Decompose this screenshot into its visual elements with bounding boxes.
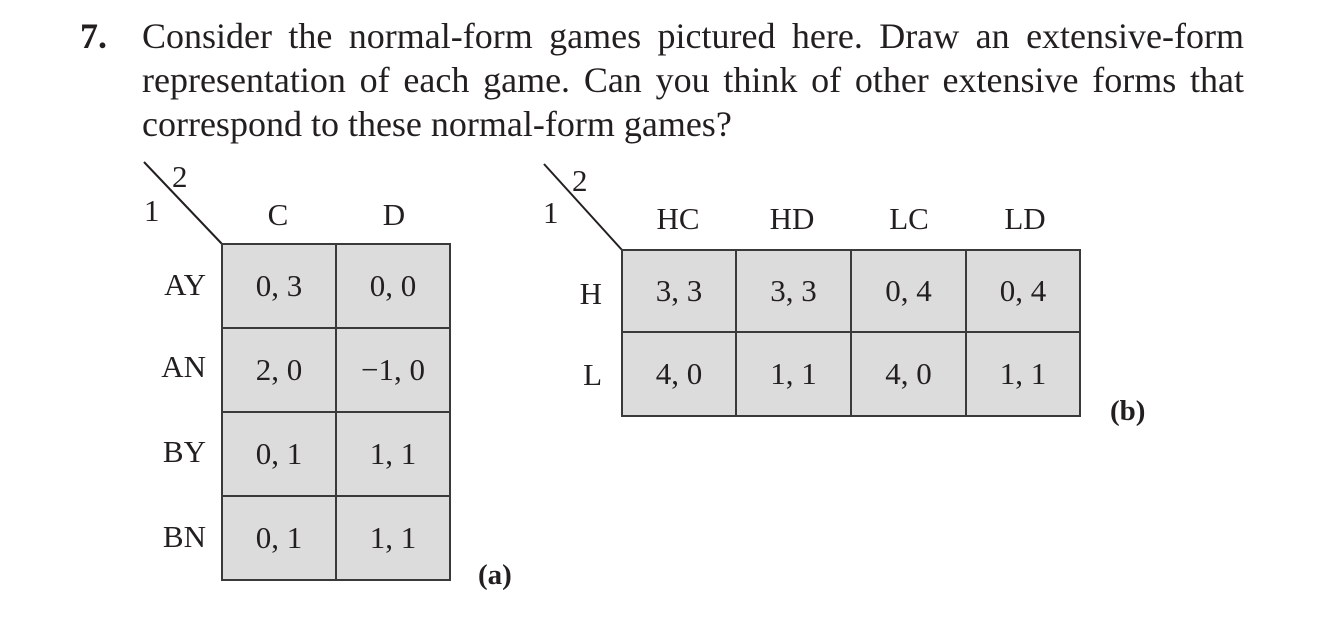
payoff-cell: 1, 1 <box>736 332 851 416</box>
payoff-cell: 4, 0 <box>851 332 966 416</box>
game-a-row-header: AY <box>164 267 206 302</box>
payoff-cell: 1, 1 <box>336 412 450 496</box>
payoff-cell: 1, 1 <box>336 496 450 580</box>
payoff-cell: 0, 0 <box>336 244 450 328</box>
game-b-row-header: H <box>579 276 602 311</box>
payoff-cell: 2, 0 <box>222 328 336 412</box>
payoff-cell: 0, 4 <box>851 250 966 332</box>
game-b-col-header: LD <box>1004 201 1046 236</box>
game-a-col-header: C <box>267 197 289 232</box>
game-b-row-header: L <box>583 357 602 392</box>
payoff-cell: 4, 0 <box>622 332 736 416</box>
game-a-player-row-label: 1 <box>144 193 160 228</box>
game-a-row-header: BY <box>162 434 206 469</box>
game-a-col-header: D <box>382 197 406 232</box>
game-b-player-col-label: 2 <box>572 163 588 198</box>
game-b-col-header: HD <box>769 201 815 236</box>
payoff-cell: −1, 0 <box>336 328 450 412</box>
game-a-row-header: BN <box>162 519 206 554</box>
game-b-player-row-label: 1 <box>543 195 559 230</box>
problem-number: 7. <box>80 16 107 56</box>
game-b-col-header: LC <box>889 201 929 236</box>
problem-statement: Consider the normal-form games pictured here. Draw an extensive-form representation of each game. Can you think of other extensive forms that correspond to these normal-form games? <box>142 16 1244 144</box>
game-b-payoff-matrix <box>621 249 1081 417</box>
payoff-cell: 1, 1 <box>966 332 1080 416</box>
payoff-cell: 3, 3 <box>622 250 736 332</box>
game-b-label: (b) <box>1110 395 1146 427</box>
game-a-row-header: AN <box>161 349 206 384</box>
payoff-cell: 0, 3 <box>222 244 336 328</box>
game-a-payoff-matrix <box>221 243 451 581</box>
game-a-label: (a) <box>478 559 512 591</box>
payoff-cell: 0, 1 <box>222 496 336 580</box>
payoff-cell: 3, 3 <box>736 250 851 332</box>
game-a-player-col-label: 2 <box>172 159 188 194</box>
payoff-cell: 0, 1 <box>222 412 336 496</box>
game-b-col-header: HC <box>656 201 700 236</box>
payoff-cell: 0, 4 <box>966 250 1080 332</box>
